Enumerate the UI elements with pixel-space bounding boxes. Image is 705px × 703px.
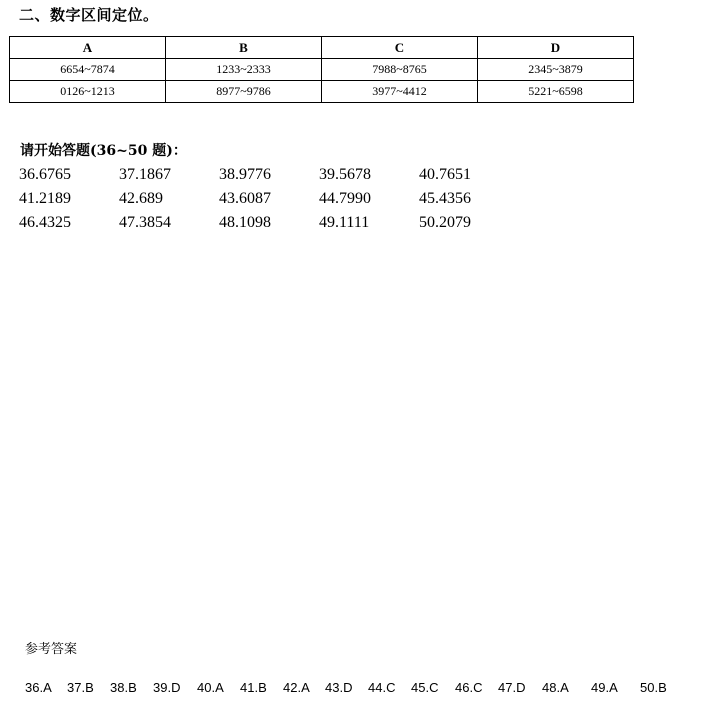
question-number: 41.2189 [19,190,71,207]
range-cell: 5221~6598 [478,81,634,103]
answer-item: 42.A [283,680,310,695]
question-number: 49.1111 [319,214,370,231]
question-number: 43.6087 [219,190,271,207]
answer-item: 45.C [411,680,439,695]
table-row [10,81,634,103]
number-row [19,163,519,187]
question-number: 48.1098 [219,214,271,231]
table-row [10,59,634,81]
range-cell: 0126~1213 [10,81,166,103]
range-table [9,36,634,103]
range-cell: 8977~9786 [166,81,322,103]
answer-item: 38.B [110,680,137,695]
answer-item: 44.C [368,680,396,695]
number-row [19,187,519,211]
question-number: 37.1867 [119,166,171,183]
answer-item: 48.A [542,680,569,695]
question-number: 39.5678 [319,166,371,183]
answer-item: 47.D [498,680,526,695]
header-c: C [322,37,478,59]
header-a: A [10,37,166,59]
number-row [19,211,519,235]
range-cell: 2345~3879 [478,59,634,81]
answer-item: 46.C [455,680,483,695]
answer-item: 49.A [591,680,618,695]
answer-item: 43.D [325,680,353,695]
question-numbers [19,163,519,235]
question-number: 47.3854 [119,214,171,231]
answer-item: 40.A [197,680,224,695]
question-number: 38.9776 [219,166,271,183]
header-b: B [166,37,322,59]
table-header-row [10,37,634,59]
question-number: 42.689 [119,190,163,207]
header-d: D [478,37,634,59]
question-prompt: 请开始答题(36~50 题)： [20,143,187,159]
range-cell: 3977~4412 [322,81,478,103]
answer-item: 36.A [25,680,52,695]
question-number: 50.2079 [419,214,471,231]
answer-key [0,680,705,698]
answer-item: 41.B [240,680,267,695]
answer-item: 50.B [640,680,667,695]
answer-item: 37.B [67,680,94,695]
range-cell: 7988~8765 [322,59,478,81]
answer-item: 39.D [153,680,181,695]
section-title: 二、数字区间定位。 [19,6,159,24]
question-number: 44.7990 [319,190,371,207]
question-number: 36.6765 [19,166,71,183]
question-number: 45.4356 [419,190,471,207]
range-cell: 6654~7874 [10,59,166,81]
range-cell: 1233~2333 [166,59,322,81]
question-number: 46.4325 [19,214,71,231]
answer-key-label: 参考答案 [25,642,78,657]
question-number: 40.7651 [419,166,471,183]
